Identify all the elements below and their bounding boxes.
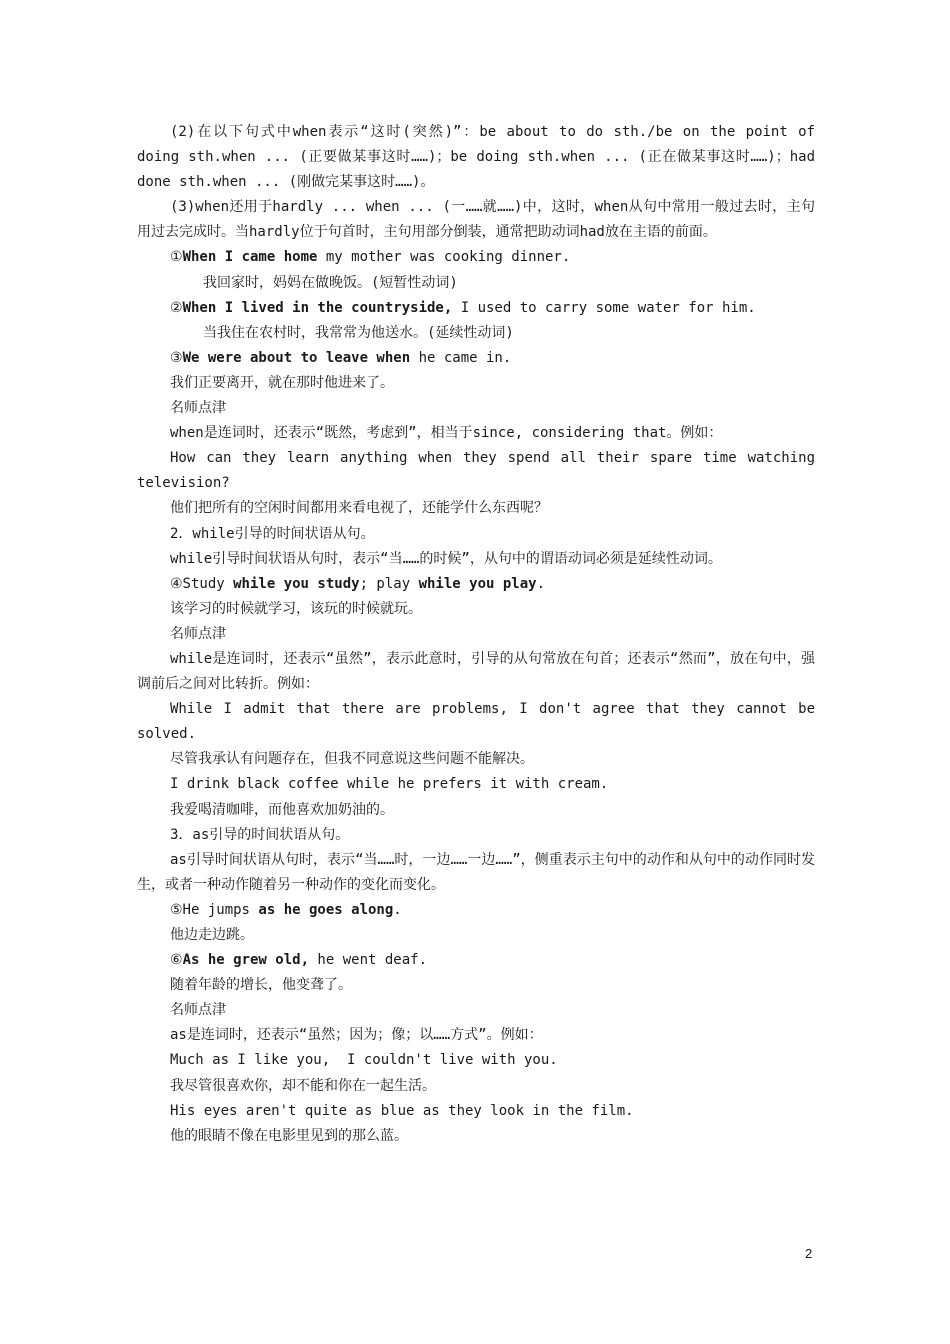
paragraph: [137, 195, 815, 245]
page-number: 2: [805, 1246, 813, 1261]
paragraph: [137, 772, 815, 797]
text-run: as是连词时，还表示“虽然；因为；像；以……方式”。例如：: [170, 1027, 543, 1044]
bold-text-run: When I lived in the countryside,: [182, 299, 453, 316]
text-run: ③: [170, 349, 183, 366]
bold-text-run: When I came home: [182, 249, 318, 266]
paragraph: [137, 371, 815, 396]
text-run: 当我住在农村时，我常常为他送水。(延续性动词): [203, 324, 514, 341]
paragraph: [137, 1099, 815, 1124]
paragraph: [137, 1048, 815, 1073]
paragraph: [137, 848, 815, 898]
paragraph: [137, 547, 815, 572]
text-run: when是连词时，还表示“既然，考虑到”，相当于since, considering that。例如：: [170, 425, 723, 442]
text-run: .: [536, 575, 546, 592]
paragraph: [137, 321, 815, 346]
text-run: ; play: [359, 575, 419, 592]
text-run: my mother was cooking dinner.: [317, 249, 571, 266]
text-run: His eyes aren't quite as blue as they look in the film.: [170, 1102, 634, 1119]
text-run: Much as I like you, I couldn't live with you.: [170, 1052, 558, 1069]
text-run: he came in.: [410, 349, 512, 366]
text-run: 我爱喝清咖啡，而他喜欢加奶油的。: [170, 801, 394, 818]
text-run: .: [393, 901, 402, 918]
bold-text-run: We were about to leave when: [182, 349, 411, 366]
text-run: I used to carry some water for him.: [452, 299, 756, 316]
paragraph: [137, 622, 815, 647]
paragraph: [137, 1124, 815, 1149]
paragraph: [137, 597, 815, 622]
text-run: 尽管我承认有问题存在，但我不同意说这些问题不能解决。: [170, 751, 534, 768]
paragraph: [137, 1074, 815, 1099]
text-run: 名师点津: [170, 1002, 226, 1019]
paragraph: [137, 923, 815, 948]
text-run: he went deaf.: [309, 952, 428, 969]
text-run: ①: [170, 249, 183, 266]
paragraph: [137, 496, 815, 521]
text-run: ②: [170, 299, 183, 316]
bold-text-run: while you play: [418, 575, 537, 592]
document-body: [137, 120, 824, 1149]
text-run: ⑤He jumps: [170, 901, 259, 918]
paragraph: [137, 697, 824, 747]
text-run: 3．as引导的时间状语从句。: [170, 826, 350, 843]
paragraph: [137, 998, 815, 1023]
text-run: 该学习的时候就学习，该玩的时候就玩。: [170, 600, 422, 617]
paragraph: [137, 823, 815, 848]
bold-text-run: as he goes along: [258, 901, 394, 918]
text-run: How can they learn anything when they spend all their spare time watching television?: [137, 450, 824, 492]
paragraph: [137, 572, 815, 597]
text-run: 名师点津: [170, 625, 226, 642]
paragraph: [137, 446, 824, 496]
paragraph: [137, 120, 824, 195]
paragraph: [137, 396, 815, 421]
text-run: while引导时间状语从句时，表示“当……的时候”，从句中的谓语动词必须是延续性动词。: [170, 550, 722, 567]
bold-text-run: As he grew old,: [182, 952, 309, 969]
paragraph: [137, 647, 815, 697]
paragraph: [137, 421, 815, 446]
paragraph: [137, 271, 815, 296]
text-run: 他的眼睛不像在电影里见到的那么蓝。: [170, 1127, 408, 1144]
text-run: (3)when还用于hardly ... when ... (一……就……)中，这时，when从句中常用一般过去时，主句用过去完成时。当hardly位于句首时，主句用部分倒装，通常把助动词had放在主语的前面。: [137, 199, 815, 241]
paragraph: [137, 898, 815, 923]
paragraph: [137, 747, 815, 772]
text-run: 我回家时，妈妈在做晚饭。(短暂性动词): [203, 274, 458, 291]
text-run: 我们正要离开，就在那时他进来了。: [170, 374, 394, 391]
text-run: as引导时间状语从句时，表示“当……时，一边……一边……”，侧重表示主句中的动作和从句中的动作同时发生，或者一种动作随着另一种动作的变化而变化。: [137, 851, 815, 893]
text-run: I drink black coffee while he prefers it with cream.: [170, 776, 609, 793]
paragraph: [137, 948, 815, 973]
text-run: ⑥: [170, 952, 183, 969]
text-run: 他们把所有的空闲时间都用来看电视了，还能学什么东西呢？: [170, 500, 548, 517]
paragraph: [137, 296, 815, 321]
paragraph: [137, 522, 815, 547]
paragraph: [137, 245, 815, 270]
text-run: 名师点津: [170, 400, 226, 417]
text-run: ④Study: [170, 575, 234, 592]
paragraph: [137, 346, 815, 371]
text-run: 他边走边跳。: [170, 927, 254, 943]
text-run: 2．while引导的时间状语从句。: [170, 525, 375, 542]
text-run: While I admit that there are problems, I don't agree that they cannot be solved.: [137, 701, 824, 743]
text-run: while是连词时，还表示“虽然”，表示此意时，引导的从句常放在句首；还表示“然而”，放在句中，强调前后之间对比转折。例如：: [137, 650, 815, 693]
text-run: (2)在以下句式中when表示“这时(突然)”：be about to do sth./be on the point of doing sth.when ... (正要做某事这时……)；be doing sth.when ... (正在做某事这时……)；had done sth.when ... (刚做完某事这时……)。: [137, 124, 824, 191]
text-run: 我尽管很喜欢你，却不能和你在一起生活。: [170, 1077, 436, 1094]
paragraph: [137, 798, 815, 823]
paragraph: [137, 973, 815, 998]
bold-text-run: while you study: [233, 575, 360, 592]
paragraph: [137, 1023, 815, 1048]
text-run: 随着年龄的增长，他变聋了。: [170, 977, 352, 994]
